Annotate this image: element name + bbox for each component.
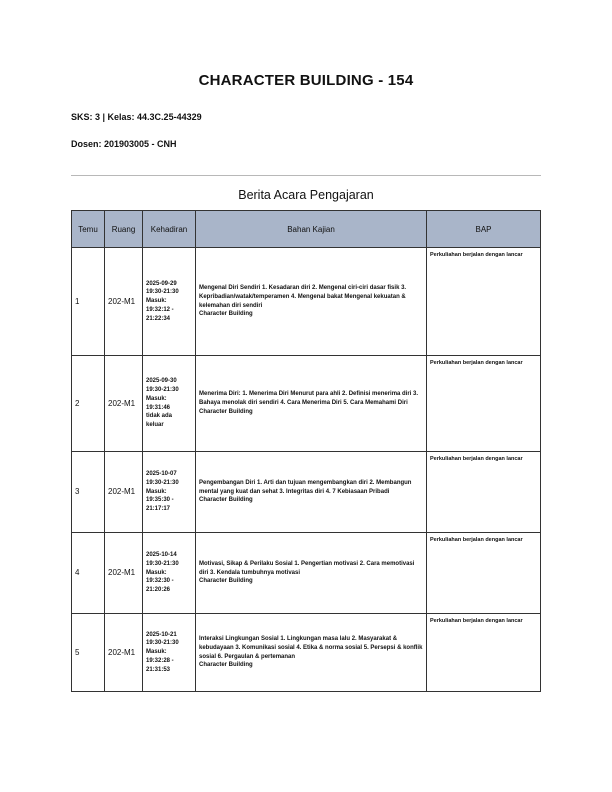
bap-cell: Perkuliahan berjalan dengan lancar xyxy=(427,533,541,614)
temu-cell: 1 xyxy=(72,248,105,356)
kehadiran-cell xyxy=(143,452,196,533)
kehadiran-line: 2025-10-14 xyxy=(146,552,177,559)
table-row xyxy=(72,452,541,533)
bap-cell: Perkuliahan berjalan dengan lancar xyxy=(427,452,541,533)
temu-cell: 2 xyxy=(72,356,105,452)
ruang-cell: 202-M1 xyxy=(105,614,143,692)
kehadiran-line: 21:31:53 xyxy=(146,666,171,673)
kehadiran-line: keluar xyxy=(146,421,164,428)
temu-cell: 3 xyxy=(72,452,105,533)
column-header-bap: BAP xyxy=(427,211,541,248)
bahan-kajian-text: Mengenal Diri Sendiri 1. Kesadaran diri 2. Mengenal ciri-ciri dasar fisik 3. Kepribadian/watak/temperamen 4. Mengenal bakat Mengenal kekuatan & kelemahan diri sendiri xyxy=(199,285,407,309)
kehadiran-line: tidak ada xyxy=(146,413,173,420)
kehadiran-line: 2025-09-30 xyxy=(146,378,177,385)
kehadiran-cell xyxy=(143,248,196,356)
kehadiran-line: Masuk: xyxy=(146,395,167,402)
course-name-text: Character Building xyxy=(199,311,253,318)
temu-cell: 4 xyxy=(72,533,105,614)
kehadiran-line: 21:17:17 xyxy=(146,506,171,513)
bahan-kajian-text: Pengembangan Diri 1. Arti dan tujuan mengembangkan diri 2. Membangun mental yang kuat dan sehat 3. Integritas diri 4. 7 Kebiasaan Pribadi xyxy=(199,479,412,495)
kehadiran-line: 21:20:26 xyxy=(146,587,171,594)
kehadiran-cell xyxy=(143,614,196,692)
bap-cell: Perkuliahan berjalan dengan lancar xyxy=(427,248,541,356)
kehadiran-line: 19:32:12 - xyxy=(146,306,174,313)
column-header-kehadiran: Kehadiran xyxy=(143,211,196,248)
divider xyxy=(71,175,541,176)
kehadiran-line: 19:30-21:30 xyxy=(146,560,179,567)
course-name-text: Character Building xyxy=(199,578,253,585)
ruang-cell: 202-M1 xyxy=(105,356,143,452)
kehadiran-line: 21:22:34 xyxy=(146,315,171,322)
bahan-kajian-text: Menerima Diri: 1. Menerima Diri Menurut para ahli 2. Definisi menerima diri 3. Bahaya menolak diri sendiri 4. Cara Menerima Diri 5. Cara Memahami Diri xyxy=(199,391,419,407)
kehadiran-line: Masuk: xyxy=(146,649,167,656)
kehadiran-cell xyxy=(143,356,196,452)
kehadiran-line: 19:30-21:30 xyxy=(146,640,179,647)
kehadiran-line: 19:30-21:30 xyxy=(146,289,179,296)
column-header-ruang: Ruang xyxy=(105,211,143,248)
bahan-kajian-cell xyxy=(196,533,427,614)
kehadiran-line: 19:32:28 - xyxy=(146,657,174,664)
kehadiran-line: 19:30-21:30 xyxy=(146,479,179,486)
bahan-kajian-cell xyxy=(196,614,427,692)
table-row xyxy=(72,356,541,452)
table-row xyxy=(72,248,541,356)
temu-cell: 5 xyxy=(72,614,105,692)
ruang-cell: 202-M1 xyxy=(105,533,143,614)
kehadiran-line: Masuk: xyxy=(146,298,167,305)
column-header-bahan-kajian: Bahan Kajian xyxy=(196,211,427,248)
bahan-kajian-cell xyxy=(196,248,427,356)
kehadiran-line: 19:31:46 xyxy=(146,404,171,411)
kehadiran-line: Masuk: xyxy=(146,488,167,495)
kehadiran-line: 2025-10-07 xyxy=(146,471,177,478)
kehadiran-line: Masuk: xyxy=(146,569,167,576)
kehadiran-line: 2025-09-29 xyxy=(146,280,177,287)
bap-cell: Perkuliahan berjalan dengan lancar xyxy=(427,356,541,452)
ruang-cell: 202-M1 xyxy=(105,452,143,533)
lecturer-info: Dosen: 201903005 - CNH xyxy=(71,139,177,149)
bahan-kajian-cell xyxy=(196,356,427,452)
bahan-kajian-text: Interaksi Lingkungan Sosial 1. Lingkungan masa lalu 2. Masyarakat & kebudayaan 3. Komunikasi sosial 4. Etika & norma sosial 5. Persepsi & konflik sosial 6. Pergaulan & pertemanan xyxy=(199,636,423,660)
table-row xyxy=(72,533,541,614)
course-name-text: Character Building xyxy=(199,497,253,504)
course-name-text: Character Building xyxy=(199,662,253,669)
ruang-cell: 202-M1 xyxy=(105,248,143,356)
kehadiran-line: 19:32:30 - xyxy=(146,578,174,585)
table-header-row xyxy=(72,211,541,248)
bahan-kajian-text: Motivasi, Sikap & Perilaku Sosial 1. Pengertian motivasi 2. Cara memotivasi diri 3. Kendala tumbuhnya motivasi xyxy=(199,560,415,576)
teaching-record-table xyxy=(71,210,541,692)
bap-cell: Perkuliahan berjalan dengan lancar xyxy=(427,614,541,692)
section-title: Berita Acara Pengajaran xyxy=(238,188,374,202)
kehadiran-line: 19:35:30 - xyxy=(146,497,174,504)
course-title: CHARACTER BUILDING - 154 xyxy=(198,72,414,89)
bahan-kajian-cell xyxy=(196,452,427,533)
table-row xyxy=(72,614,541,692)
kehadiran-line: 2025-10-21 xyxy=(146,631,177,638)
kehadiran-line: 19:30-21:30 xyxy=(146,387,179,394)
sks-class-info: SKS: 3 | Kelas: 44.3C.25-44329 xyxy=(71,112,202,122)
course-name-text: Character Building xyxy=(199,408,253,415)
column-header-temu: Temu xyxy=(72,211,105,248)
kehadiran-cell xyxy=(143,533,196,614)
